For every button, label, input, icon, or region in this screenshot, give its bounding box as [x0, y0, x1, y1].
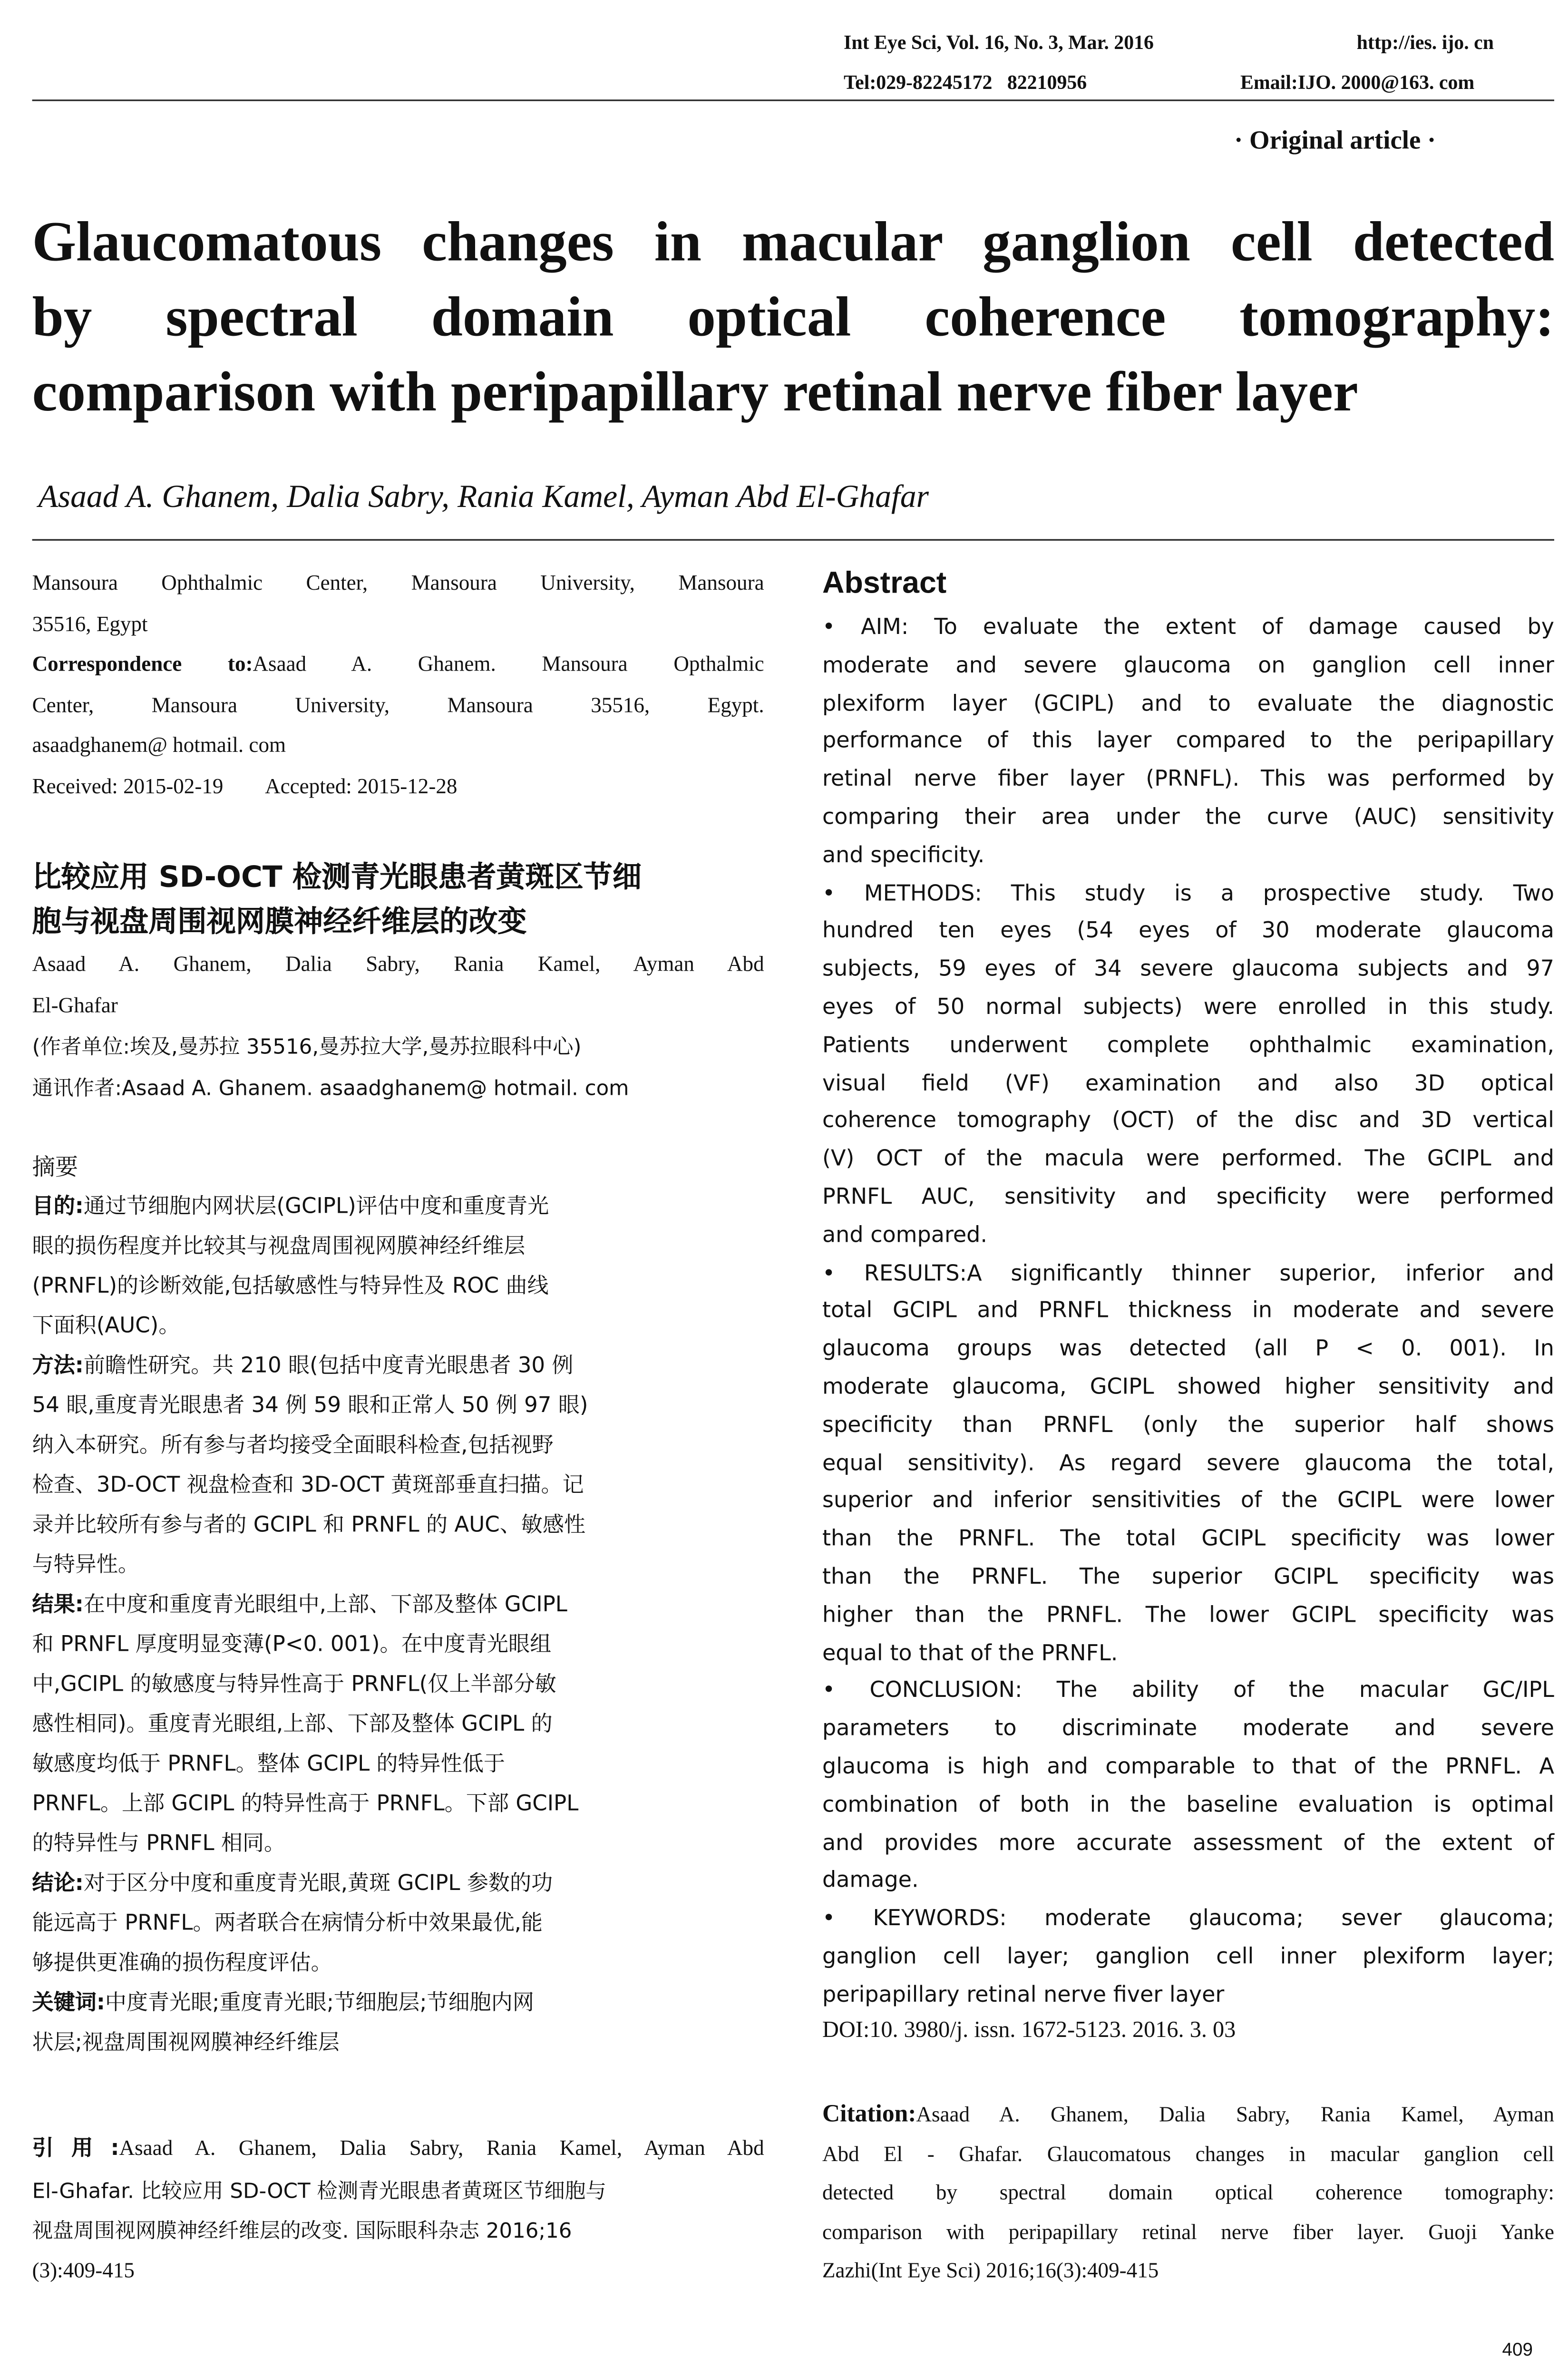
methods-line: eyes of 50 normal subjects) were enrolled in this study. — [822, 995, 1554, 1020]
citation-line: detected by spectral domain optical coherence tomography: — [822, 2182, 1554, 2206]
results-line: equal to that of the PRNFL. — [822, 1641, 1118, 1666]
keywords-label: • KEYWORDS: — [822, 1907, 1007, 1932]
cn-affiliation: (作者单位:埃及,曼苏拉 35516,曼苏拉大学,曼苏拉眼科中心) — [32, 1035, 582, 1060]
methods-line: subjects, 59 eyes of 34 severe glaucoma subjects and 97 — [822, 957, 1554, 982]
cn-aim-line — [32, 1187, 764, 1227]
header-rule — [32, 99, 1554, 101]
conclusion-line — [822, 1673, 1554, 1711]
correspondence-label: Correspondence to: — [32, 654, 253, 677]
journal-email-header: Email:IJO. 2000@163. com — [1240, 70, 1475, 94]
cn-results-label: 结果: — [32, 1593, 84, 1617]
cn-methods-line: 纳入本研究。所有参与者均接受全面眼科检查,包括视野 — [32, 1433, 554, 1458]
journal-citation-header: Int Eye Sci, Vol. 16, No. 3, Mar. 2016 — [844, 30, 1154, 54]
cn-aim-line: 下面积(AUC)。 — [32, 1314, 180, 1339]
cn-methods-text: 前瞻性研究。共 210 眼(包括中度青光眼患者 30 例 — [83, 1354, 574, 1379]
results-line: specificity than PRNFL (only the superior half shows — [822, 1413, 1554, 1438]
results-label: • RESULTS: — [822, 1261, 967, 1286]
results-line: equal sensitivity). As regard severe glaucoma the total, — [822, 1451, 1554, 1476]
citation-line: Zazhi(Int Eye Sci) 2016;16(3):409-415 — [822, 2260, 1159, 2284]
correspondence-email: asaadghanem@ hotmail. com — [32, 735, 286, 759]
methods-text: This study is a prospective study. Two — [982, 881, 1555, 906]
title-line: comparison with peripapillary retinal nerve fiber layer — [32, 361, 1358, 425]
cn-conclusion-line: 能远高于 PRNFL。两者联合在病情分析中效果最优,能 — [32, 1911, 543, 1936]
chinese-abstract — [32, 1147, 764, 2063]
methods-line: PRNFL AUC, sensitivity and specificity were performed — [822, 1185, 1554, 1210]
cn-conclusion-text: 对于区分中度和重度青光眼,黄斑 GCIPL 参数的功 — [83, 1871, 553, 1896]
accepted-date: Accepted: 2015-12-28 — [265, 776, 458, 799]
cn-cite-label: 引用: — [32, 2136, 119, 2161]
aim-text: To evaluate the extent of damage caused by — [908, 615, 1554, 641]
results-text: A significantly thinner superior, inferior and — [967, 1261, 1554, 1286]
methods-line: Patients underwent complete ophthalmic examination, — [822, 1033, 1554, 1058]
keywords-line — [822, 1901, 1554, 1939]
results-line: than the PRNFL. The superior GCIPL specificity was — [822, 1565, 1554, 1590]
cn-methods-line — [32, 1346, 764, 1386]
results-line: moderate glaucoma, GCIPL showed higher sensitivity and — [822, 1375, 1554, 1400]
authors-rule — [32, 539, 1554, 541]
keywords-text: moderate glaucoma; sever glaucoma; — [1006, 1907, 1554, 1932]
journal-tel-header: Tel:029-82245172 82210956 — [844, 70, 1087, 94]
article-title — [32, 205, 1554, 430]
methods-line: (V) OCT of the macula were performed. The GCIPL and — [822, 1147, 1554, 1172]
chinese-authors-block — [32, 946, 764, 1109]
doi: DOI:10. 3980/j. issn. 1672-5123. 2016. 3. 03 — [822, 2018, 1236, 2044]
section-label: · Original article · — [1234, 126, 1436, 155]
cn-keywords-line — [32, 1983, 764, 2023]
citation-line: Abd El - Ghafar. Glaucomatous changes in macular ganglion cell — [822, 2143, 1554, 2167]
affiliation-line: Mansoura Ophthalmic Center, Mansoura University, Mansoura — [32, 573, 764, 596]
cn-results-line: 敏感度均低于 PRNFL。整体 GCIPL 的特异性低于 — [32, 1752, 505, 1777]
cn-authors-line: El-Ghafar — [32, 994, 118, 1018]
affiliation-line: 35516, Egypt — [32, 613, 148, 637]
journal-url-header: http://ies. ijo. cn — [1356, 30, 1494, 54]
aim-line: plexiform layer (GCIPL) and to evaluate the diagnostic — [822, 692, 1554, 716]
citation-text: Asaad A. Ghanem, Dalia Sabry, Rania Kamel, Ayman — [916, 2104, 1554, 2128]
chinese-citation — [32, 2129, 764, 2293]
cn-methods-label: 方法: — [32, 1354, 84, 1379]
cn-results-line — [32, 1585, 764, 1625]
english-abstract — [822, 610, 1554, 2015]
results-line — [822, 1255, 1554, 1293]
cn-keywords-label: 关键词: — [32, 1991, 105, 2016]
methods-line: and compared. — [822, 1223, 988, 1248]
results-line: than the PRNFL. The total GCIPL specificity was lower — [822, 1527, 1554, 1552]
conclusion-line: glaucoma is high and comparable to that of the PRNFL. A — [822, 1755, 1554, 1780]
chinese-title — [32, 856, 764, 945]
citation-line: comparison with peripapillary retinal nerve fiber layer. Guoji Yanke — [822, 2221, 1554, 2245]
cn-results-line: 和 PRNFL 厚度明显变薄(P<0. 001)。在中度青光眼组 — [32, 1632, 552, 1657]
conclusion-text: The ability of the macular GC/IPL — [1022, 1679, 1554, 1704]
cn-title-line: 比较应用 SD-OCT 检测青光眼患者黄斑区节细 — [32, 860, 642, 895]
cn-conclusion-line — [32, 1864, 764, 1904]
conclusion-line: and provides more accurate assessment of the extent of — [822, 1831, 1554, 1856]
methods-line: coherence tomography (OCT) of the disc and 3D vertical — [822, 1109, 1554, 1134]
cn-methods-line: 录并比较所有参与者的 GCIPL 和 PRNFL 的 AUC、敏感性 — [32, 1513, 586, 1538]
cn-results-line: 中,GCIPL 的敏感度与特异性高于 PRNFL(仅上半部分敏 — [32, 1672, 556, 1697]
results-line: glaucoma groups was detected (all P < 0. 001). In — [822, 1337, 1554, 1362]
citation-block — [822, 2095, 1554, 2292]
conclusion-line: parameters to discriminate moderate and severe — [822, 1717, 1554, 1742]
aim-label: • AIM: — [822, 615, 909, 641]
cn-methods-line: 与特异性。 — [32, 1553, 139, 1578]
cn-aim-text: 通过节细胞内网状层(GCIPL)评估中度和重度青光 — [83, 1194, 549, 1219]
keywords-line: ganglion cell layer; ganglion cell inner plexiform layer; — [822, 1945, 1554, 1970]
cn-cite-text: Asaad A. Ghanem, Dalia Sabry, Rania Kamel, Ayman Abd — [119, 2138, 764, 2161]
aim-line: comparing their area under the curve (AUC) sensitivity — [822, 805, 1554, 830]
cn-correspondence: 通讯作者:Asaad A. Ghanem. asaadghanem@ hotmail. com — [32, 1076, 629, 1101]
cn-aim-line: (PRNFL)的诊断效能,包括敏感性与特异性及 ROC 曲线 — [32, 1274, 549, 1299]
cn-conclusion-line: 够提供更准确的损伤程度评估。 — [32, 1951, 332, 1976]
aim-line: moderate and severe glaucoma on ganglion cell inner — [822, 653, 1554, 678]
cn-cite-line: (3):409-415 — [32, 2260, 135, 2283]
cn-conclusion-label: 结论: — [32, 1871, 84, 1896]
cn-cite-line: El-Ghafar. 比较应用 SD-OCT 检测青光眼患者黄斑区节细胞与 — [32, 2179, 606, 2203]
cn-cite-line: 视盘周围视网膜神经纤维层的改变. 国际眼科杂志 2016;16 — [32, 2219, 572, 2244]
methods-label: • METHODS: — [822, 881, 982, 906]
citation-label: Citation: — [822, 2101, 916, 2128]
results-line: superior and inferior sensitivities of the GCIPL were lower — [822, 1489, 1554, 1514]
title-line: by spectral domain optical coherence tomography: — [32, 286, 1554, 350]
page-number: 409 — [1502, 2338, 1533, 2360]
citation-line — [822, 2095, 1554, 2136]
cn-keywords-text: 中度青光眼;重度青光眼;节细胞层;节细胞内网 — [105, 1991, 534, 2016]
results-line: higher than the PRNFL. The lower GCIPL specificity was — [822, 1603, 1554, 1628]
cn-results-line: 的特异性与 PRNFL 相同。 — [32, 1831, 286, 1857]
affiliation-block — [32, 565, 764, 809]
methods-line: visual field (VF) examination and also 3D optical — [822, 1071, 1554, 1096]
aim-line: performance of this layer compared to the peripapillary — [822, 730, 1554, 754]
dates-line — [32, 768, 764, 809]
aim-line: retinal nerve fiber layer (PRNFL). This was performed by — [822, 768, 1554, 792]
methods-line: hundred ten eyes (54 eyes of 30 moderate glaucoma — [822, 919, 1554, 944]
received-date: Received: 2015-02-19 — [32, 776, 224, 799]
cn-abstract-heading: 摘要 — [32, 1153, 78, 1181]
cn-methods-line: 检查、3D-OCT 视盘检查和 3D-OCT 黄斑部垂直扫描。记 — [32, 1473, 584, 1498]
conclusion-label: • CONCLUSION: — [822, 1679, 1023, 1704]
cn-keywords-line: 状层;视盘周围视网膜神经纤维层 — [32, 2031, 340, 2056]
methods-line — [822, 876, 1554, 914]
correspondence-line — [32, 646, 764, 687]
abstract-heading: Abstract — [822, 566, 947, 601]
results-line: total GCIPL and PRNFL thickness in moderate and severe — [822, 1299, 1554, 1324]
correspondence-text: Asaad A. Ghanem. Mansoura Opthalmic — [253, 654, 764, 677]
title-line: Glaucomatous changes in macular ganglion cell detected — [32, 211, 1554, 274]
cn-aim-label: 目的: — [32, 1194, 84, 1219]
cn-results-line: PRNFL。上部 GCIPL 的特异性高于 PRNFL。下部 GCIPL — [32, 1792, 579, 1817]
cn-aim-line: 眼的损伤程度并比较其与视盘周围视网膜神经纤维层 — [32, 1234, 526, 1259]
cn-title-line: 胞与视盘周围视网膜神经纤维层的改变 — [32, 905, 527, 939]
aim-line: and specificity. — [822, 843, 985, 868]
cn-authors-line: Asaad A. Ghanem, Dalia Sabry, Rania Kamel, Ayman Abd — [32, 954, 764, 977]
conclusion-line: combination of both in the baseline evaluation is optimal — [822, 1793, 1554, 1818]
author-list: Asaad A. Ghanem, Dalia Sabry, Rania Kamel, Ayman Abd El-Ghafar — [38, 477, 929, 515]
cn-cite-line — [32, 2129, 764, 2171]
aim-line — [822, 610, 1554, 648]
cn-results-text: 在中度和重度青光眼组中,上部、下部及整体 GCIPL — [83, 1593, 567, 1617]
cn-results-line: 感性相同)。重度青光眼组,上部、下部及整体 GCIPL 的 — [32, 1712, 553, 1737]
cn-methods-line: 54 眼,重度青光眼患者 34 例 59 眼和正常人 50 例 97 眼) — [32, 1393, 588, 1419]
conclusion-line: damage. — [822, 1869, 919, 1894]
correspondence-line: Center, Mansoura University, Mansoura 35516, Egypt. — [32, 694, 764, 718]
keywords-line: peripapillary retinal nerve fiver layer — [822, 1983, 1225, 2007]
